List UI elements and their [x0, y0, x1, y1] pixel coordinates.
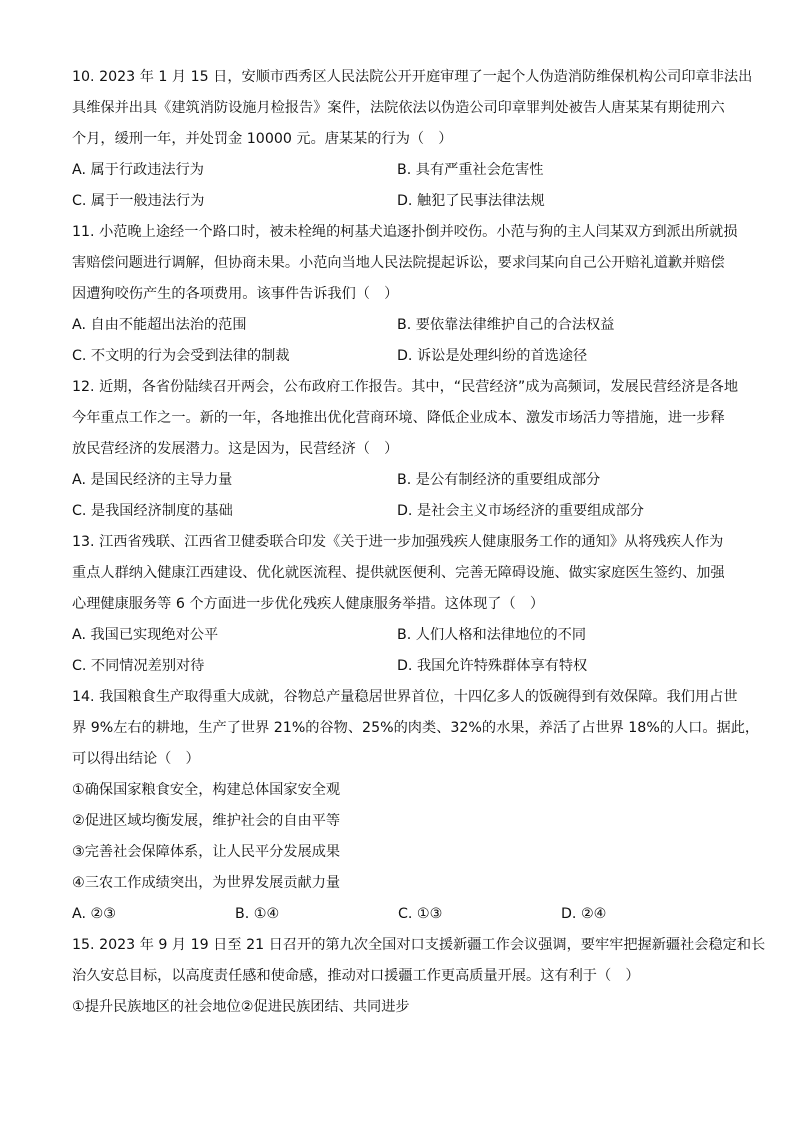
option-row [72, 186, 732, 217]
option-row [72, 465, 732, 496]
question-stem-line: 治久安总目标，以高度责任感和使命感，推动对口援疆工作更高质量开展。这有利于（ ） [72, 968, 640, 984]
question-stem-line: 13. 江西省残联、江西省卫健委联合印发《关于进一步加强残疾人健康服务工作的通知》从将残疾人作为 [72, 534, 724, 550]
option-b: B. 人们人格和法律地位的不同 [397, 627, 587, 643]
option-b: B. 是公有制经济的重要组成部分 [397, 472, 601, 488]
question-13 [72, 527, 732, 682]
question-stem-line: 重点人群纳入健康江西建设、优化就医流程、提供就医便利、完善无障碍设施、做实家庭医生签约、加强 [72, 565, 725, 581]
option-d: D. 我国允许特殊群体享有特权 [397, 658, 588, 674]
option-row [72, 155, 732, 186]
option-row [72, 899, 732, 930]
option-b: B. 具有严重社会危害性 [397, 162, 544, 178]
option-d: D. 诉讼是处理纠纷的首选途径 [397, 348, 588, 364]
question-stem-line: 具维保并出具《建筑消防设施月检报告》案件，法院依法以伪造公司印章罪判处被告人唐某某有期徒刑六 [72, 100, 725, 116]
question-stem-line: 心理健康服务等 6 个方面进一步优化残疾人健康服务举措。这体现了（ ） [72, 596, 545, 612]
question-10 [72, 62, 753, 217]
option-row [72, 620, 732, 651]
statement-2: ②促进区域均衡发展，维护社会的自由平等 [72, 813, 341, 829]
option-row [72, 496, 732, 527]
option-a: A. 是国民经济的主导力量 [72, 472, 233, 488]
option-c: C. ①③ [398, 906, 443, 922]
statement-1-2: ①提升民族地区的社会地位②促进民族团结、共同进步 [72, 999, 410, 1015]
option-c: C. 是我国经济制度的基础 [72, 503, 233, 519]
question-stem-line: 12. 近期，各省份陆续召开两会，公布政府工作报告。其中，“民营经济”成为高频词，发展民营经济是各地 [72, 379, 739, 395]
question-stem-line: 10. 2023 年 1 月 15 日，安顺市西秀区人民法院公开开庭审理了一起个人伪造消防维保机构公司印章非法出 [72, 69, 753, 85]
question-stem-line: 15. 2023 年 9 月 19 日至 21 日召开的第九次全国对口支援新疆工作会议强调，要牢牢把握新疆社会稳定和长 [72, 937, 766, 953]
option-c: C. 不文明的行为会受到法律的制裁 [72, 348, 290, 364]
option-a: A. 自由不能超出法治的范围 [72, 317, 247, 333]
option-row [72, 341, 732, 372]
option-d: D. 触犯了民事法律法规 [397, 193, 545, 209]
option-c: C. 不同情况差别对待 [72, 658, 205, 674]
option-row [72, 651, 732, 682]
option-a: A. ②③ [72, 906, 116, 922]
question-stem-line: 放民营经济的发展潜力。这是因为，民营经济（ ） [72, 441, 399, 457]
question-stem-line: 14. 我国粮食生产取得重大成就，谷物总产量稳居世界首位，十四亿多人的饭碗得到有效保障。我们用占世 [72, 689, 738, 705]
question-stem-line: 11. 小范晚上途经一个路口时，被未栓绳的柯基犬追逐扑倒并咬伤。小范与狗的主人闫某双方到派出所就损 [72, 224, 738, 240]
option-b: B. 要依靠法律维护自己的合法权益 [397, 317, 615, 333]
option-b: B. ①④ [235, 906, 280, 922]
question-stem-line: 个月，缓刑一年，并处罚金 10000 元。唐某某的行为（ ） [72, 131, 453, 147]
statement-3: ③完善社会保障体系，让人民平分发展成果 [72, 844, 341, 860]
question-stem-line: 害赔偿问题进行调解，但协商未果。小范向当地人民法院提起诉讼，要求闫某向自己公开赔礼道歉并赔偿 [72, 255, 725, 271]
option-c: C. 属于一般违法行为 [72, 193, 205, 209]
statement-4: ④三农工作成绩突出，为世界发展贡献力量 [72, 875, 341, 891]
option-d: D. 是社会主义市场经济的重要组成部分 [397, 503, 644, 519]
option-d: D. ②④ [561, 906, 607, 922]
option-a: A. 属于行政违法行为 [72, 162, 204, 178]
question-stem-line: 因遭狗咬伤产生的各项费用。该事件告诉我们（ ） [72, 286, 399, 302]
question-14 [72, 682, 760, 930]
question-stem-line: 界 9%左右的耕地，生产了世界 21%的谷物、25%的肉类、32%的水果，养活了占世界 18%的人口。据此， [72, 720, 760, 736]
statement-1: ①确保国家粮食安全，构建总体国家安全观 [72, 782, 341, 798]
question-11 [72, 217, 738, 372]
option-row [72, 310, 732, 341]
question-stem-line: 今年重点工作之一。新的一年，各地推出优化营商环境、降低企业成本、激发市场活力等措施，进一步释 [72, 410, 725, 426]
question-15 [72, 930, 766, 1023]
option-a: A. 我国已实现绝对公平 [72, 627, 219, 643]
question-12 [72, 372, 739, 527]
question-stem-line: 可以得出结论（ ） [72, 751, 200, 767]
exam-page [72, 62, 766, 1023]
